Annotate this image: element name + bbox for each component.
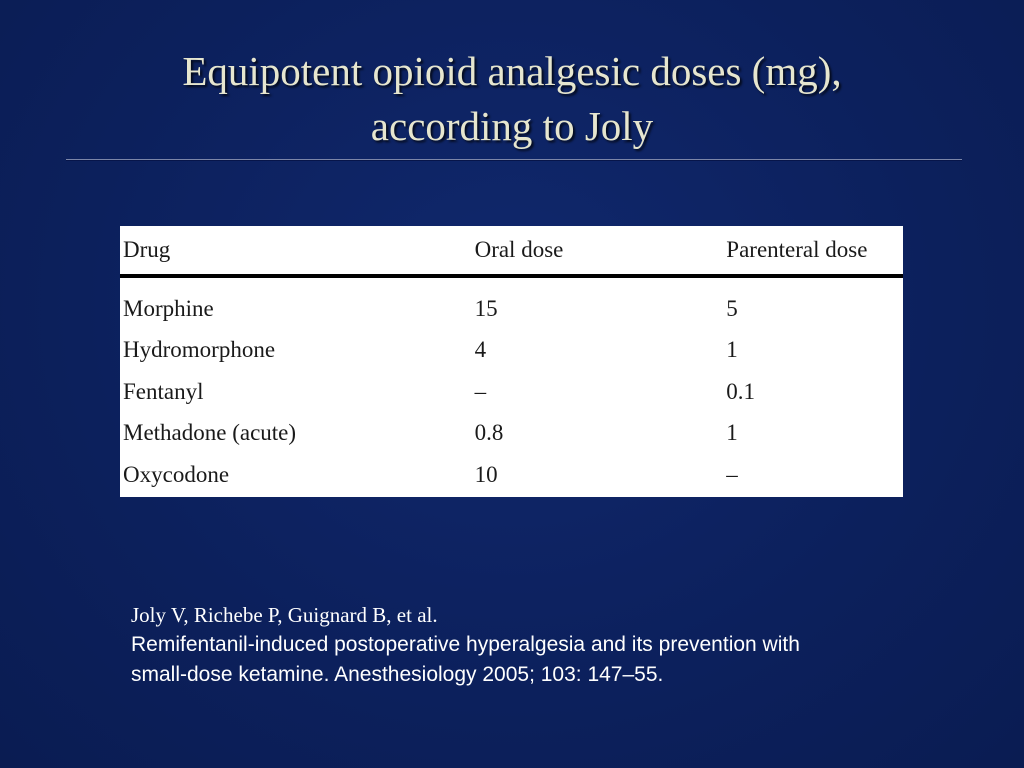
- cell-parenteral-dose: –: [726, 461, 738, 487]
- cell-drug: Fentanyl: [123, 378, 204, 404]
- table-row: [120, 413, 903, 455]
- cell-drug: Methadone (acute): [123, 420, 297, 446]
- dose-table-image: [120, 226, 903, 497]
- table-row: [120, 454, 903, 496]
- header-parenteral-dose: Parenteral dose: [726, 237, 868, 262]
- cell-oral-dose: 10: [474, 461, 498, 487]
- table-row: [120, 278, 903, 330]
- cell-parenteral-dose: 0.1: [726, 378, 756, 404]
- cell-parenteral-dose: 1: [726, 420, 738, 446]
- cell-parenteral-dose: 1: [726, 337, 738, 363]
- title-line-1: Equipotent opioid analgesic doses (mg),: [182, 48, 842, 94]
- cell-oral-dose: 0.8: [474, 420, 504, 446]
- slide-title: [40, 44, 984, 154]
- title-divider: [66, 159, 962, 161]
- header-drug: Drug: [123, 237, 171, 262]
- title-line-2: according to Joly: [370, 103, 654, 149]
- citation: [131, 600, 1001, 690]
- header-oral-dose: Oral dose: [474, 237, 564, 262]
- dose-table: [120, 226, 903, 496]
- cell-parenteral-dose: 5: [726, 295, 738, 321]
- cell-oral-dose: 4: [474, 337, 487, 363]
- citation-title-line: Remifentanil-induced postoperative hyperalgesia and its prevention with: [131, 633, 800, 656]
- table-row: [120, 371, 903, 413]
- cell-oral-dose: –: [474, 378, 487, 404]
- table-row: [120, 330, 903, 372]
- cell-oral-dose: 15: [474, 295, 498, 321]
- cell-drug: Oxycodone: [123, 461, 230, 487]
- citation-authors: Joly V, Richebe P, Guignard B, et al.: [131, 603, 438, 627]
- table-header-row: [120, 226, 903, 274]
- cell-drug: Hydromorphone: [123, 337, 276, 363]
- citation-journal-line: small-dose ketamine. Anesthesiology 2005; 103: 147–55.: [131, 663, 664, 686]
- cell-drug: Morphine: [123, 295, 214, 321]
